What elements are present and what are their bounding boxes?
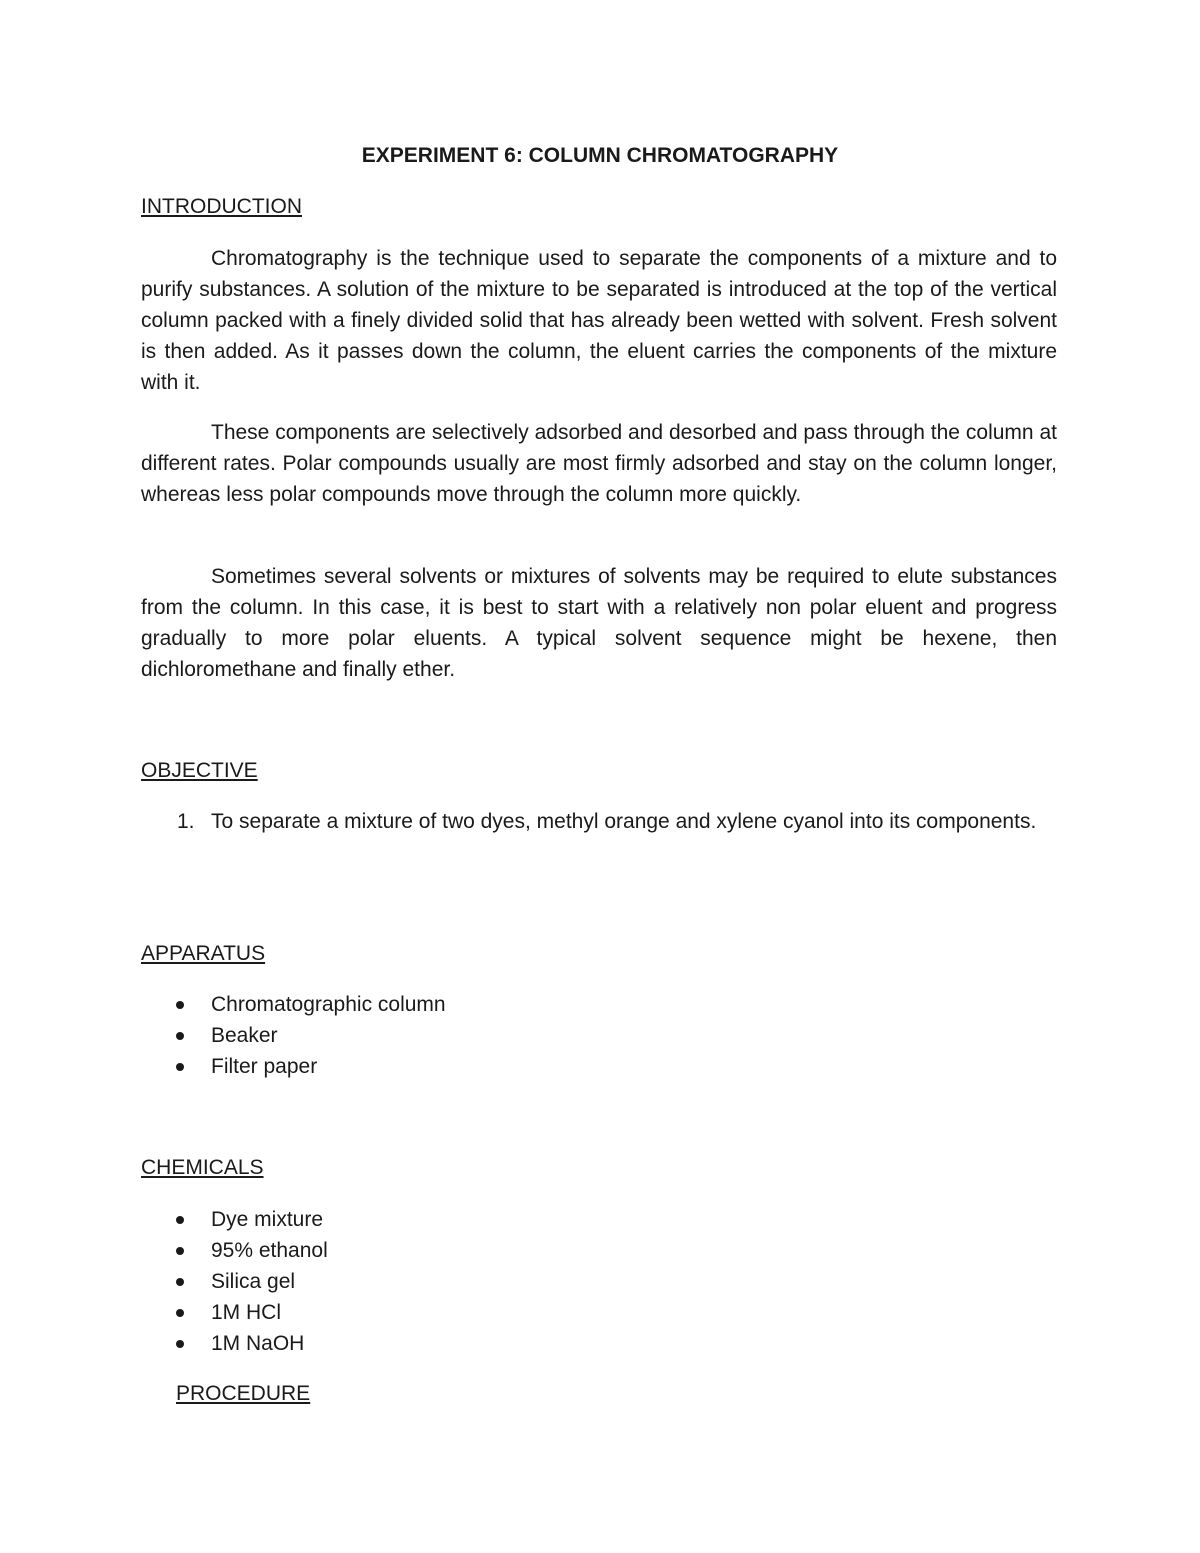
apparatus-item-text: Beaker <box>211 1024 278 1047</box>
chemicals-item-text: Dye mixture <box>211 1208 324 1231</box>
chemicals-list <box>141 1204 1057 1359</box>
chemicals-item-text: 1M HCl <box>211 1301 282 1324</box>
bullet-icon <box>176 1216 184 1224</box>
bullet-icon <box>176 1247 184 1255</box>
chemicals-heading: CHEMICALS <box>141 1156 264 1179</box>
objective-list <box>141 806 1057 837</box>
bullet-icon <box>176 1278 184 1286</box>
apparatus-list <box>141 989 1057 1082</box>
bullet-icon <box>176 1032 184 1040</box>
apparatus-item <box>141 1051 1057 1082</box>
chemicals-item <box>141 1328 1057 1359</box>
apparatus-item-text: Filter paper <box>211 1055 318 1078</box>
chemicals-item-text: Silica gel <box>211 1270 296 1293</box>
objective-item <box>141 806 1057 837</box>
apparatus-heading: APPARATUS <box>141 942 266 965</box>
chemicals-item-text: 1M NaOH <box>211 1332 305 1355</box>
chemicals-item <box>141 1297 1057 1328</box>
apparatus-item <box>141 1020 1057 1051</box>
apparatus-item <box>141 989 1057 1020</box>
objective-item-text: To separate a mixture of two dyes, methyl orange and xylene cyanol into its components. <box>211 810 1037 833</box>
chemicals-item <box>141 1266 1057 1297</box>
bullet-icon <box>176 1309 184 1317</box>
chemicals-item <box>141 1235 1057 1266</box>
introduction-paragraph-1: Chromatography is the technique used to separate the components of a mixture and to purify substances. A solution of the mixture to be separated is introduced at the top of the vertical column packed with a finely divided solid that has already been wetted with solvent. Fresh solvent is then added. As it passes down the column, the eluent carries the components of the mixture with it. <box>141 247 1057 394</box>
chemicals-item <box>141 1204 1057 1235</box>
objective-item-number: 1. <box>177 810 195 833</box>
bullet-icon <box>176 1340 184 1348</box>
objective-heading: OBJECTIVE <box>141 759 258 782</box>
chemicals-item-text: 95% ethanol <box>211 1239 328 1262</box>
procedure-heading: PROCEDURE <box>176 1382 311 1405</box>
introduction-heading: INTRODUCTION <box>141 195 302 218</box>
document-title: EXPERIMENT 6: COLUMN CHROMATOGRAPHY <box>361 144 839 167</box>
introduction-paragraph-3: Sometimes several solvents or mixtures of solvents may be required to elute substances from the column. In this case, it is best to start with a relatively non polar eluent and progress gradually to more polar eluents. A typical solvent sequence might be hexene, then dichloromethane and finally ether. <box>141 565 1057 681</box>
apparatus-item-text: Chromatographic column <box>211 993 446 1016</box>
bullet-icon <box>176 1063 184 1071</box>
introduction-paragraph-2: These components are selectively adsorbed and desorbed and pass through the column at different rates. Polar compounds usually are most firmly adsorbed and stay on the column longer, whereas less polar compounds move through the column more quickly. <box>141 421 1057 506</box>
bullet-icon <box>176 1001 184 1009</box>
